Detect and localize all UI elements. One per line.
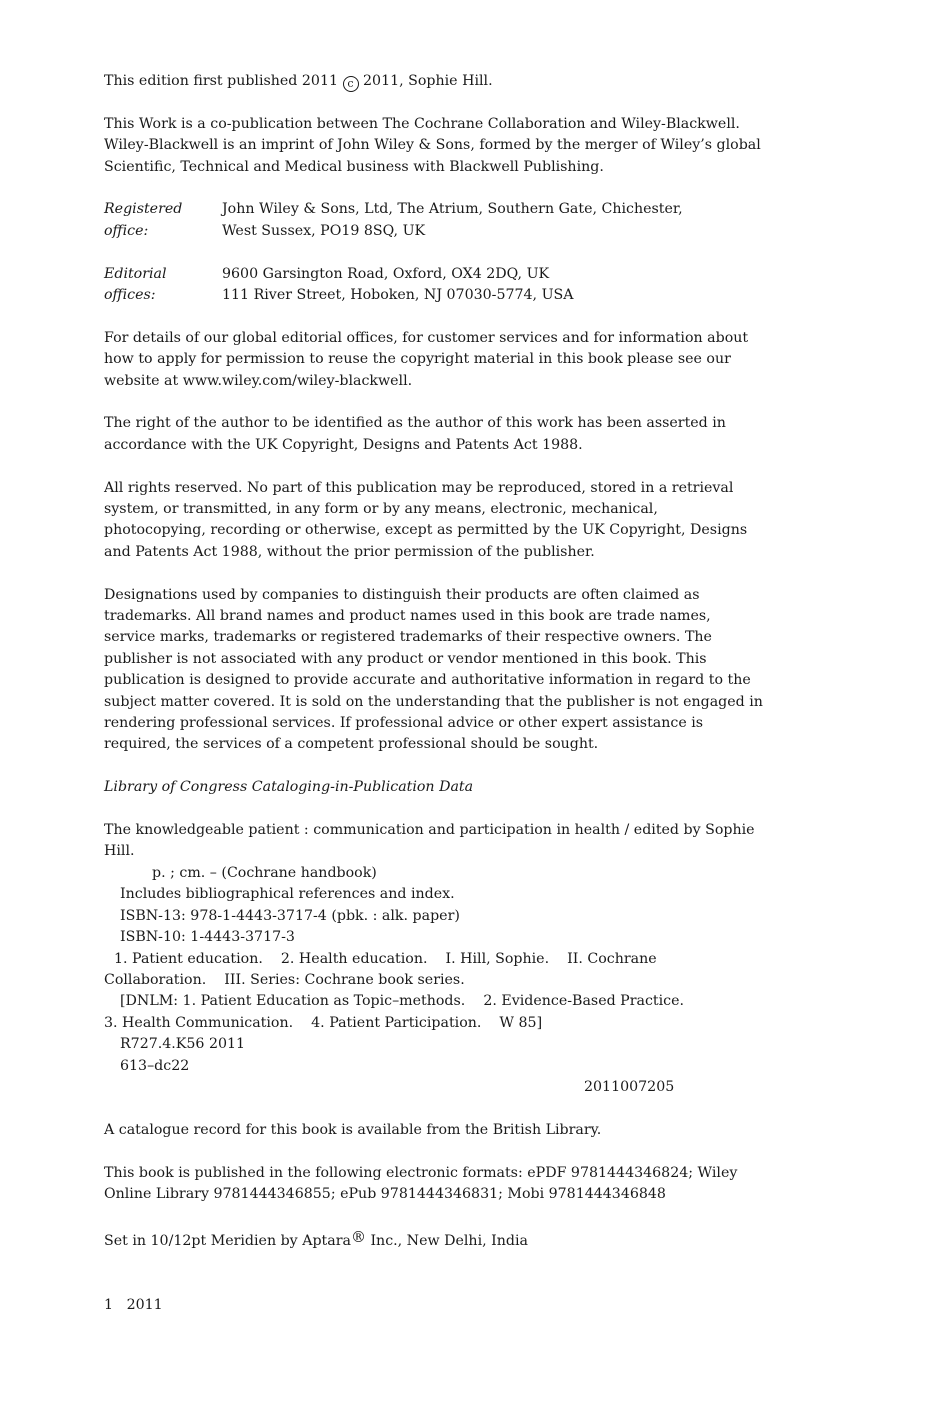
cip-notes: Includes bibliographical references and index. [120,886,455,903]
cip-dnlm-line: 3. Health Communication. 4. Patient Participation. W 85] [104,1014,543,1031]
editorial-office-line: 111 River Street, Hoboken, NJ 07030-5774, USA [222,287,574,304]
registered-office-line: West Sussex, PO19 8SQ, UK [222,222,426,239]
copyright-symbol: c [343,76,359,92]
registered-office-label: Registered office: [104,201,183,239]
typesetting-prefix: Set in 10/12pt Meridien by Aptara [104,1232,351,1249]
editorial-offices-label: Editorial offices: [104,265,167,304]
editorial-offices [104,264,764,307]
details-paragraph: For details of our global editorial offices, for customer services and for information about how to apply for permission to reuse the copyright material in this book please see our website at www.wiley.com/wiley-blackwell. [104,329,749,389]
cip-classification: R727.4.K56 2011 [120,1036,246,1053]
cip-control-number: 2011007205 [584,1078,675,1095]
copyright-page [104,71,764,1317]
registered-office [104,199,764,242]
typesetting-suffix: Inc., New Delhi, India [365,1232,528,1249]
registered-trademark-symbol: ® [350,1227,366,1246]
cip-isbn13: ISBN-13: 978-1-4443-3717-4 (pbk. : alk. paper) [120,907,460,924]
cip-classification: 613–dc22 [120,1057,190,1074]
printing-number: 1 [104,1297,114,1314]
cip-subjects-line: 1. Patient education. 2. Health education. I. Hill, Sophie. II. Cochrane [114,950,657,967]
printing-line [104,1295,764,1316]
cip-title: The knowledgeable patient : communication and participation in health / edited by Sophie Hill. [104,822,755,860]
cip-isbn10: ISBN-10: 1-4443-3717-3 [120,929,295,946]
cip-subjects-line: Collaboration. III. Series: Cochrane book series. [104,971,465,988]
cip-series-line: p. ; cm. – (Cochrane handbook) [152,864,377,881]
copyright-line [104,71,764,92]
registered-office-line: John Wiley & Sons, Ltd, The Atrium, Southern Gate, Chichester, [222,201,683,218]
electronic-formats-paragraph: This book is published in the following electronic formats: ePDF 9781444346824; Wiley Online Library 9781444346855; ePub 9781444346831; Mobi 9781444346848 [104,1164,738,1202]
copublication-paragraph: This Work is a co-publication between The Cochrane Collaboration and Wiley-Blackwell. Wiley-Blackwell is an imprint of John Wiley & Sons, formed by the merger of Wiley’s global Scientific, Technical and Medical business with Blackwell Publishing. [104,115,761,175]
cip-record [104,820,764,1098]
author-right-paragraph: The right of the author to be identified as the author of this work has been asserted in accordance with the UK Copyright, Designs and Patents Act 1988. [104,415,726,453]
typesetting-line [104,1227,764,1252]
editorial-office-line: 9600 Garsington Road, Oxford, OX4 2DQ, UK [222,265,550,282]
copyright-suffix: 2011, Sophie Hill. [363,73,493,89]
british-library-paragraph: A catalogue record for this book is available from the British Library. [104,1121,602,1138]
copyright-prefix: This edition first published 2011 [104,73,338,89]
cip-dnlm-line: [DNLM: 1. Patient Education as Topic–methods. 2. Evidence-Based Practice. [120,993,685,1010]
rights-reserved-paragraph: All rights reserved. No part of this publication may be reproduced, stored in a retrieval system, or transmitted, in any form or by any means, electronic, mechanical, photocopying, recording or otherwise, except as permitted by the UK Copyright, Designs and Patents Act 1988, without the prior permission of the publisher. [104,479,748,560]
designations-paragraph: Designations used by companies to distinguish their products are often claimed as trademarks. All brand names and product names used in this book are trade names, service marks, trademarks or registered trademarks of their respective owners. The publisher is not associated with any product or vendor mentioned in this book. This publication is designed to provide accurate and authoritative information in regard to the subject matter covered. It is sold on the understanding that the publisher is not engaged in rendering professional services. If professional advice or other expert assistance is required, the services of a competent professional should be sought. [104,586,763,753]
cip-heading: Library of Congress Cataloging-in-Publication Data [104,779,474,796]
printing-year: 2011 [126,1297,163,1314]
